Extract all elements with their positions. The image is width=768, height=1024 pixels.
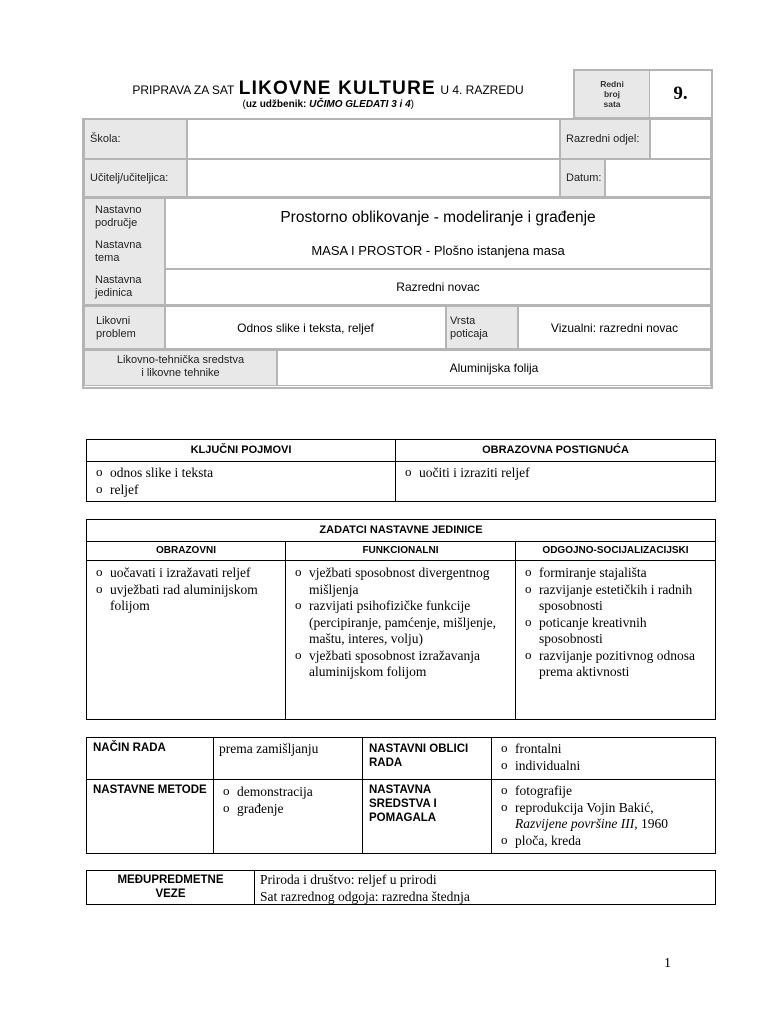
textbook-prefix: uz udžbenik: (245, 99, 310, 110)
form-grid (82, 118, 713, 389)
razredni-odjel-label: Razredni odjel: (560, 119, 650, 159)
page-number: 1 (664, 956, 671, 971)
nastavno-podrucje-label: Nastavno područje (95, 204, 142, 229)
nastavne-metode-list (214, 780, 363, 853)
list-item: o individualni (492, 758, 715, 775)
reproduction-title: Razvijene površine III, (515, 816, 638, 831)
redni-label-2: broj (603, 89, 621, 99)
oblici-rada-list (492, 738, 715, 780)
list-item: o razvijanje pozitivnog odnosa prema aktivnosti (516, 648, 709, 681)
redni-broj-value: 9. (673, 83, 688, 104)
podrucje-tema-cell (165, 197, 711, 269)
veze-table (86, 870, 716, 905)
sredstva-text: Aluminijska folija (449, 361, 539, 375)
nacin-rada-label: NAČIN RADA (87, 738, 214, 780)
veze-line-1: Priroda i društvo: reljef u prirodi (260, 872, 437, 887)
redni-broj-box (573, 69, 713, 119)
textbook-note: (uz udžbenik: UČIMO GLEDATI 3 i 4) (242, 99, 414, 110)
header-subject: LIKOVNE KULTURE (238, 78, 436, 99)
nastavne-metode-label: NASTAVNE METODE (87, 780, 214, 853)
list-item: o fotografije (492, 783, 715, 800)
nastavna-jedinica-label: Nastavna jedinica (95, 274, 142, 299)
list-item: o vježbati sposobnost izražavanja aluminijskom folijom (286, 648, 505, 681)
textbook-name: UČIMO GLEDATI 3 i 4 (309, 99, 411, 110)
skola-label: Škola: (84, 119, 187, 159)
list-item: o frontalni (492, 741, 715, 758)
kljucni-table (86, 439, 716, 502)
veze-line-2: Sat razrednog odgoja: razredna štednja (260, 888, 470, 904)
nastavna-tema-label: Nastavna tema (95, 239, 142, 264)
list-item: o poticanje kreativnih sposobnosti (516, 615, 709, 648)
list-item: o razvijanje estetičkih i radnih sposobnosti (516, 582, 709, 615)
likovni-problem-value (165, 305, 446, 349)
nastavna-jedinica-value: Razredni novac (396, 280, 480, 294)
ucitelj-label: Učitelj/učiteljica: (84, 159, 187, 197)
oblici-rada-label: NASTAVNI OBLICI RADA (363, 738, 492, 780)
redni-label-3: sata (603, 99, 621, 109)
funkcionalni-list (286, 561, 516, 719)
datum-label: Datum: (560, 159, 605, 197)
vrsta-poticaja-text: Vizualni: razredni novac (550, 321, 679, 335)
obrazovna-postignuca-header: OBRAZOVNA POSTIGNUĆA (396, 440, 715, 462)
ucitelj-field[interactable] (187, 159, 560, 197)
list-item: o demonstracija (214, 784, 362, 801)
list-item: o odnos slike i teksta (87, 465, 395, 482)
odgojni-header: ODGOJNO-SOCIJALIZACIJSKI (516, 542, 715, 561)
likovni-problem-text: Odnos slike i teksta, reljef (237, 321, 374, 335)
obrazovni-header: OBRAZOVNI (87, 542, 286, 561)
header-title (82, 78, 574, 100)
datum-field[interactable] (605, 159, 711, 197)
likovni-problem-label: Likovni problem (84, 305, 165, 349)
skola-field[interactable] (187, 119, 560, 159)
jedinica-cell (165, 269, 711, 305)
list-item: o uočiti i izraziti reljef (396, 465, 715, 482)
list-item: o uočavati i izražavati reljef (87, 565, 279, 582)
veze-label: MEĐUPREDMETNE VEZE (87, 871, 255, 904)
list-item: o vježbati sposobnost divergentnog mišljenja (286, 565, 505, 598)
nacin-rada-value: prema zamišljanju (214, 738, 363, 780)
list-item: o reljef (87, 482, 395, 499)
nacin-rada-table (86, 737, 716, 854)
redni-broj-label (575, 71, 650, 117)
zadatci-table (86, 519, 716, 720)
nastavna-tema-value: MASA I PROSTOR - Plošno istanjena masa (311, 243, 565, 258)
nastavna-sredstva-list (492, 780, 715, 853)
obrazovna-postignuca-list (396, 462, 715, 501)
vrsta-poticaja-label: Vrsta poticaja (446, 305, 518, 349)
list-item: o ploča, kreda (492, 833, 715, 850)
list-item: o građenje (214, 801, 362, 818)
sredstva-value (277, 349, 711, 386)
redni-label-1: Redni (600, 79, 624, 89)
sredstva-label: Likovno-tehnička sredstva i likovne tehnike (84, 349, 277, 386)
reproduction-label: reprodukcija Vojin Bakić, (515, 799, 654, 815)
obrazovni-list (87, 561, 286, 719)
header-grade: U 4. RAZREDU (440, 83, 524, 97)
razredni-odjel-field[interactable] (650, 119, 711, 159)
list-item (492, 800, 715, 833)
vrsta-poticaja-value (518, 305, 711, 349)
nastavno-podrucje-value: Prostorno oblikovanje - modeliranje i građenje (280, 209, 596, 226)
header-title-area (82, 69, 574, 119)
list-item: o formiranje stajališta (516, 565, 709, 582)
list-item: o uvježbati rad aluminijskom folijom (87, 582, 279, 615)
list-item: o razvijati psihofizičke funkcije (percipiranje, pamćenje, mišljenje, maštu, interes, volju) (286, 598, 505, 648)
veze-content (260, 872, 710, 905)
kljucni-pojmovi-header: KLJUČNI POJMOVI (87, 440, 396, 462)
zadatci-title: ZADATCI NASTAVNE JEDINICE (87, 520, 715, 542)
reproduction-year: 1960 (637, 816, 668, 831)
odgojni-list (516, 561, 715, 719)
kljucni-pojmovi-list (87, 462, 396, 501)
nastavna-sredstva-label: NASTAVNA SREDSTVA I POMAGALA (363, 780, 492, 853)
funkcionalni-header: FUNKCIONALNI (286, 542, 516, 561)
header-prefix: PRIPRAVA ZA SAT (132, 83, 235, 97)
